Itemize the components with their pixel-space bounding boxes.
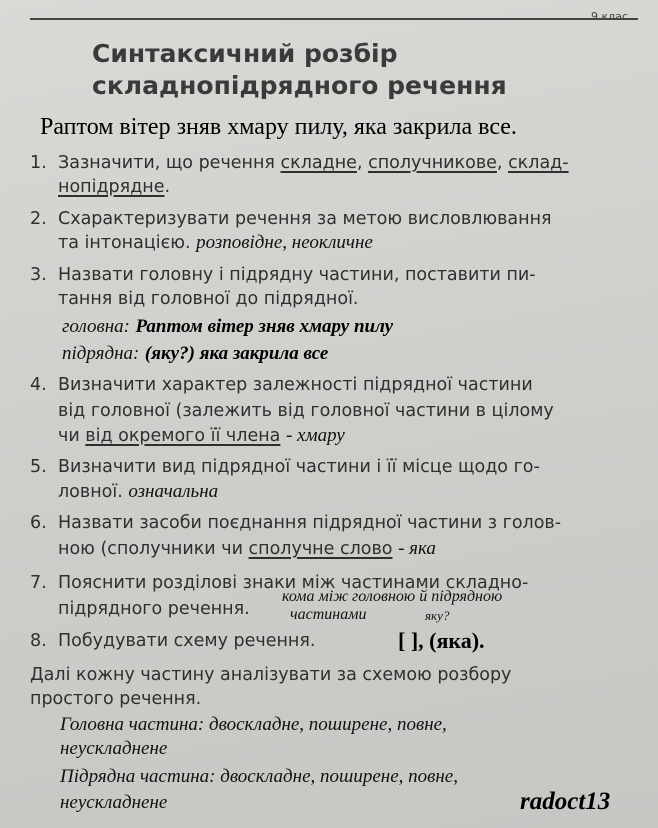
step-2-line-2: та інтонацією. розповідне, неокличне (58, 232, 373, 253)
step-2-answer: розповідне, неокличне (196, 232, 373, 253)
step-5: 5. Визначити вид підрядної частини і її місце щодо го- (30, 457, 540, 477)
underlined-complex: складне (280, 153, 357, 173)
page-title (92, 38, 507, 102)
step-8: 8. Побудувати схему речення. (30, 631, 316, 651)
main-part-analysis-1: Головна частина: двоскладне, поширене, повне, (60, 714, 447, 735)
step-4: 4. Визначити характер залежності підрядної частини (30, 375, 533, 395)
step-3: 3. Назвати головну і підрядну частини, поставити пи- (30, 265, 536, 285)
title-line-2: складнопідрядного речення (92, 71, 507, 100)
underlined-conjunctive: сполучникове (368, 153, 497, 173)
main-part-analysis-2: неускладнене (60, 738, 168, 759)
sub-part-analysis-1: Підрядна частина: двоскладне, поширене, повне, (60, 766, 458, 787)
footer-line-2: простого речення. (30, 689, 202, 709)
step-6-answer: - яка (398, 538, 436, 559)
step-7: 7. Пояснити розділові знаки між частинами складно- (30, 573, 529, 593)
step-6: 6. Назвати засоби поєднання підрядної частини з голов- (30, 513, 562, 533)
underlined-subordinate-part: склад- (508, 153, 569, 173)
title-line-1: Синтаксичний розбір (92, 39, 398, 68)
step-4-line-3: чи від окремого її члена - хмару (58, 425, 345, 446)
step-7-line-2: підрядного речення. (58, 599, 250, 619)
step-5-line-2: ловної. означальна (58, 481, 219, 502)
step-1-line-2: нопідрядне. (58, 177, 171, 197)
sentence-schema: [ ], (яка). (398, 628, 485, 653)
step-3-line-2: тання від головної до підрядної. (58, 289, 359, 309)
step-4-line-2: від головної (залежить від головної частини в цілому (58, 401, 554, 421)
sub-part-analysis-2: неускладнене (60, 792, 168, 813)
step-7-answer-1: кома між головною й підрядною (282, 588, 503, 605)
sub-clause-answer: підрядна: (яку?) яка закрила все (62, 343, 329, 364)
step-7-answer-2: частинами (290, 606, 367, 623)
step-6-line-2: ною (сполучники чи сполучне слово - яка (58, 538, 436, 559)
example-sentence: Раптом вітер зняв хмару пилу, яка закрила все. (40, 114, 517, 140)
top-rule (30, 18, 638, 20)
grade-label: 9 клас (591, 10, 628, 23)
main-clause-answer: головна: Раптом вітер зняв хмару пилу (62, 316, 394, 337)
step-5-answer: означальна (128, 481, 219, 502)
step-7-answer-3: яку? (425, 608, 450, 623)
step-4-answer: - хмару (285, 425, 345, 446)
footer-line-1: Далі кожну частину аналізувати за схемою розбору (30, 665, 512, 685)
step-1: 1. Зазначити, що речення складне, сполучникове, склад- (30, 153, 569, 173)
step-2: 2. Схарактеризувати речення за метою висловлювання (30, 209, 552, 229)
signature: radoct13 (520, 788, 611, 815)
